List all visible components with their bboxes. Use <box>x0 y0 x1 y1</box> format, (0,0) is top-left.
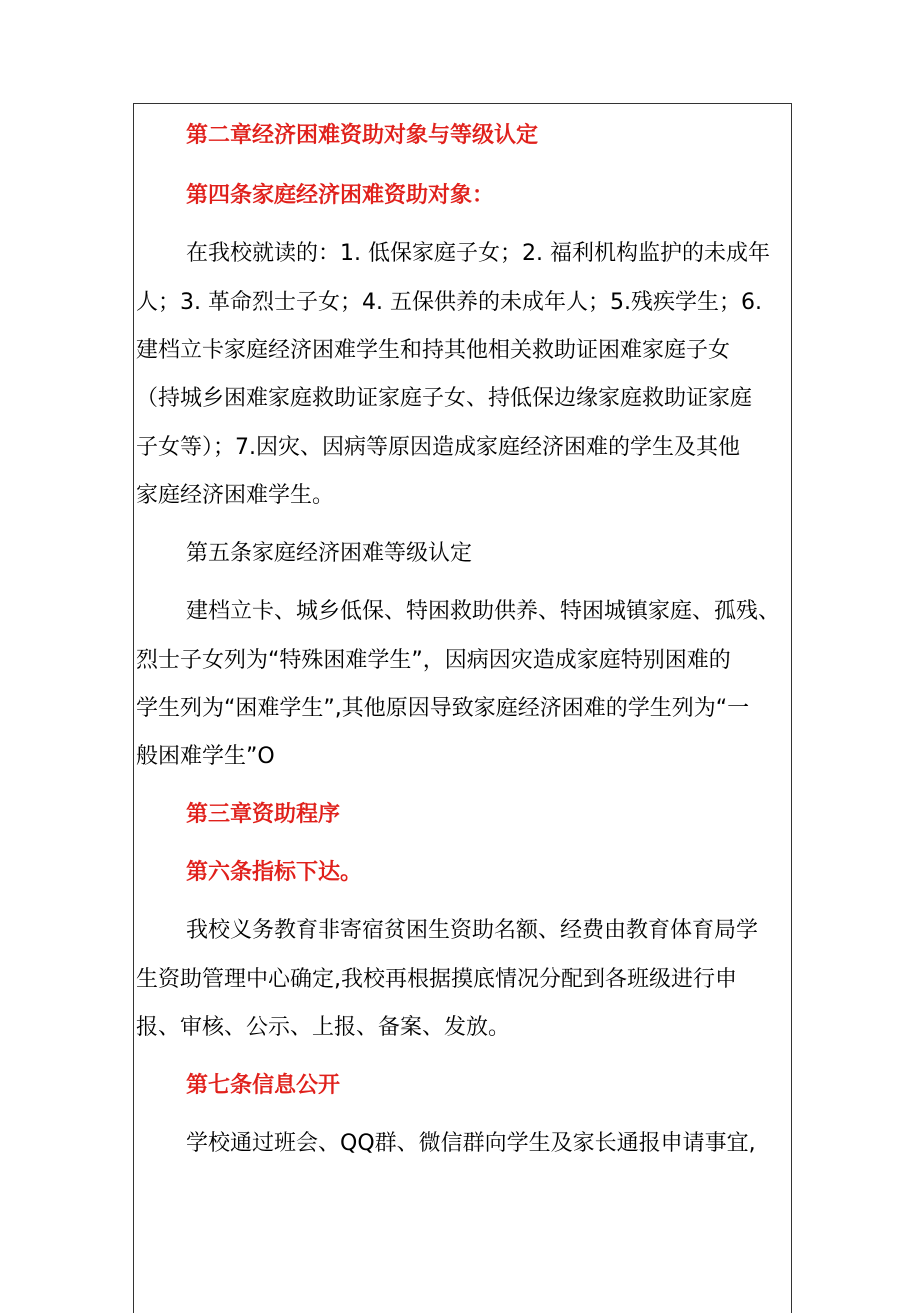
article-4-paragraph-line: 家庭经济困难学生。 <box>136 483 335 508</box>
article-4-paragraph-line: 子女等）；7.因灾、因病等原因造成家庭经济困难的学生及其他 <box>136 435 740 460</box>
article-7-title: 第七条信息公开 <box>186 1073 341 1098</box>
article-5-paragraph-line: 建档立卡、城乡低保、特困救助供养、特困城镇家庭、孤残、 <box>186 599 781 624</box>
article-5-paragraph-line: 学生列为“困难学生”,其他原因导致家庭经济困难的学生列为“一 <box>136 696 750 721</box>
article-6-paragraph-line: 报、审核、公示、上报、备案、发放。 <box>136 1015 511 1040</box>
article-4-paragraph-line: 建档立卡家庭经济困难学生和持其他相关救助证困难家庭子女 <box>136 338 731 363</box>
article-6-title: 第六条指标下达。 <box>186 860 363 885</box>
article-6-paragraph-line: 我校义务教育非寄宿贫困生资助名额、经费由教育体育局学 <box>186 918 759 943</box>
article-4-paragraph-line: （持城乡困难家庭救助证家庭子女、持低保边缘家庭救助证家庭 <box>136 386 753 411</box>
article-7-paragraph-line: 学校通过班会、QQ群、微信群向学生及家长通报申请事宜, <box>186 1131 756 1156</box>
article-6-paragraph-line: 生资助管理中心确定,我校再根据摸底情况分配到各班级进行申 <box>136 967 737 992</box>
article-4-title: 第四条家庭经济困难资助对象： <box>186 183 495 208</box>
article-4-paragraph-line: 在我校就读的：1. 低保家庭子女；2. 福利机构监护的未成年 <box>186 241 770 266</box>
article-5-paragraph-line: 烈士子女列为“特殊困难学生”，因病因灾造成家庭特别困难的 <box>136 648 731 673</box>
chapter-3-title: 第三章资助程序 <box>186 802 341 827</box>
article-5-title: 第五条家庭经济困难等级认定 <box>186 541 473 566</box>
article-4-paragraph-line: 人；3. 革命烈士子女；4. 五保供养的未成年人；5.残疾学生；6. <box>136 290 762 315</box>
article-5-paragraph-line: 般困难学生”O <box>136 744 275 769</box>
chapter-2-title: 第二章经济困难资助对象与等级认定 <box>186 123 539 148</box>
